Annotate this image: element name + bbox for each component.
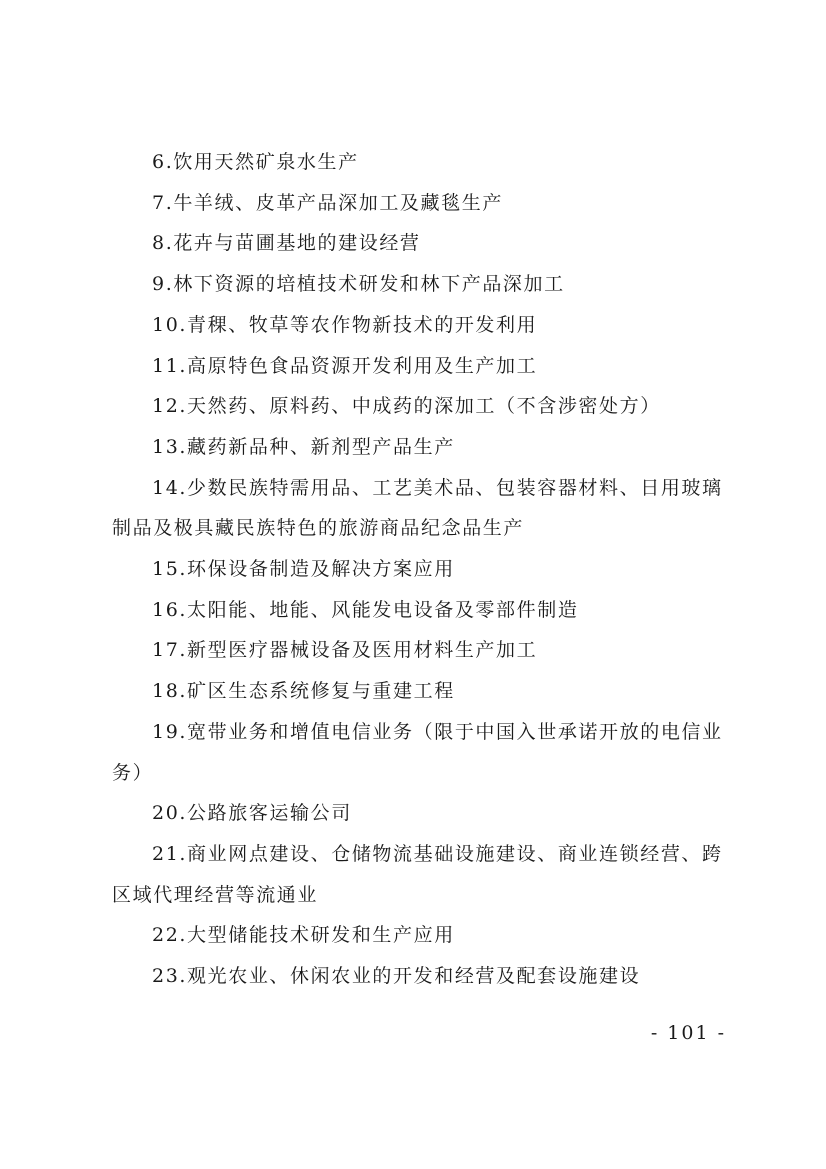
- list-item: 23.观光农业、休闲农业的开发和经营及配套设施建设: [152, 965, 641, 988]
- list-item: 20.公路旅客运输公司: [152, 802, 352, 825]
- list-item: 7.牛羊绒、皮革产品深加工及藏毯生产: [152, 191, 503, 214]
- list-item: 10.青稞、牧草等农作物新技术的开发利用: [152, 313, 538, 336]
- item-list: [112, 142, 726, 997]
- list-item: 14.少数民族特需用品、工艺美术品、包装容器材料、日用玻璃制品及极具藏民族特色的旅游商品纪念品生产: [112, 476, 723, 540]
- list-item: 11.高原特色食品资源开发利用及生产加工: [152, 354, 538, 377]
- list-item: 12.天然药、原料药、中成药的深加工（不含涉密处方）: [152, 395, 661, 418]
- list-item: 9.林下资源的培植技术研发和林下产品深加工: [152, 273, 565, 296]
- list-item: 6.饮用天然矿泉水生产: [152, 151, 359, 173]
- list-item: 13.藏药新品种、新剂型产品生产: [152, 435, 455, 458]
- list-item: 22.大型储能技术研发和生产应用: [152, 924, 455, 947]
- list-item: 15.环保设备制造及解决方案应用: [152, 558, 455, 581]
- list-item: 21.商业网点建设、仓储物流基础设施建设、商业连锁经营、跨区域代理经营等流通业: [112, 842, 723, 906]
- list-item: 18.矿区生态系统修复与重建工程: [152, 680, 455, 703]
- page-number: - 101 -: [650, 1022, 726, 1044]
- list-item: 16.太阳能、地能、风能发电设备及零部件制造: [152, 598, 579, 621]
- list-item: 8.花卉与苗圃基地的建设经营: [152, 232, 421, 255]
- list-item: 17.新型医疗器械设备及医用材料生产加工: [152, 639, 538, 662]
- list-item: 19.宽带业务和增值电信业务（限于中国入世承诺开放的电信业务）: [112, 720, 723, 784]
